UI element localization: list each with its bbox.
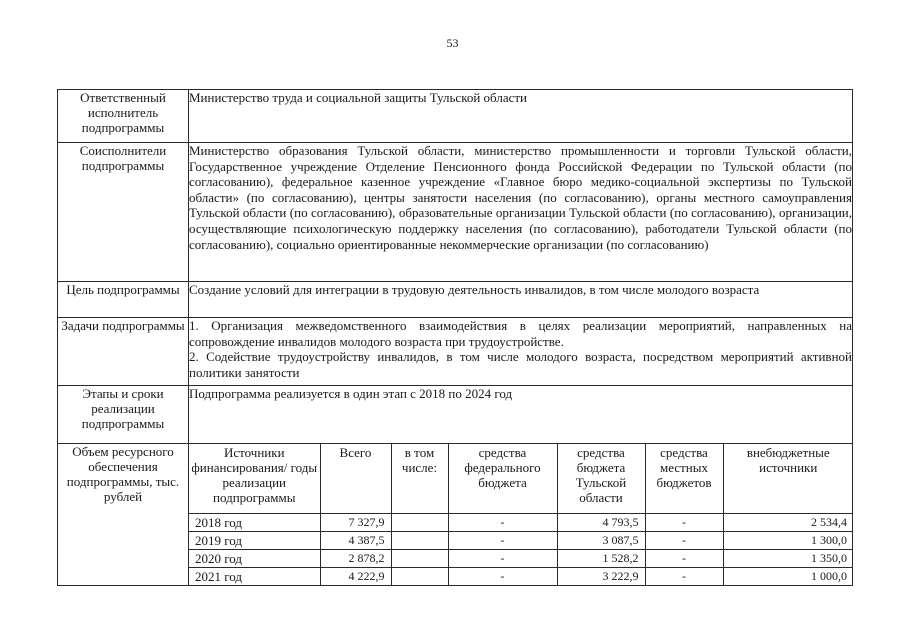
row-funding <box>58 444 853 586</box>
goal-label: Цель подпрограммы <box>58 282 189 318</box>
executor-content: Министерство труда и социальной защиты Тульской области <box>189 90 853 143</box>
federal-cell: - <box>448 513 557 531</box>
stages-label: Этапы и сроки реализации подпрограммы <box>58 386 189 444</box>
table-row <box>189 549 853 567</box>
extrabudget-cell: 1 000,0 <box>723 567 853 585</box>
stages-content: Подпрограмма реализуется в один этап с 2018 по 2024 год <box>189 386 853 444</box>
federal-cell: - <box>448 531 557 549</box>
extrabudget-cell: 1 350,0 <box>723 549 853 567</box>
empty-cell <box>391 567 448 585</box>
regional-cell: 4 793,5 <box>557 513 645 531</box>
row-goal <box>58 282 853 318</box>
regional-cell: 1 528,2 <box>557 549 645 567</box>
funding-cell <box>189 444 853 586</box>
task-item: 2. Содействие трудоустройству инвалидов, в том числе молодого возраста, посредством мероприятий активной политики занятости <box>189 349 852 380</box>
local-cell: - <box>645 513 723 531</box>
year-cell: 2021 год <box>189 567 320 585</box>
coexecutors-content: Министерство образования Тульской области, министерство промышленности и торговли Тульской области, Государственное учреждение Отделение Пенсионного фонда Российской Федерации по Тульской области (по согласованию), федеральное казенное учреждение «Главное бюро медико-социальной экспертизы по Тульской области» (по согласованию), центры занятости населения (по согласованию), органы местного самоуправления Тульской области (по согласованию), образовательные организации Тульской области (по согласованию), организации, осуществляющие психологическую поддержку населения (по согласованию), работодатели Тульской области (по согласованию), социально ориентированные некоммерческие организации (по согласованию) <box>189 143 853 282</box>
total-cell: 4 387,5 <box>320 531 391 549</box>
total-cell: 7 327,9 <box>320 513 391 531</box>
empty-cell <box>391 513 448 531</box>
empty-cell <box>391 549 448 567</box>
task-item: 1. Организация межведомственного взаимодействия в целях реализации мероприятий, направленных на сопровождение инвалидов молодого возраста при трудоустройстве. <box>189 318 852 349</box>
table-row <box>189 531 853 549</box>
header-including: в том числе: <box>391 444 448 513</box>
local-cell: - <box>645 567 723 585</box>
row-stages <box>58 386 853 444</box>
table-row <box>189 567 853 585</box>
header-source: Источники финансирования/ годы реализации подпрограммы <box>189 444 320 513</box>
federal-cell: - <box>448 549 557 567</box>
row-tasks <box>58 318 853 386</box>
total-cell: 4 222,9 <box>320 567 391 585</box>
table-row <box>189 513 853 531</box>
executor-label: Ответственный исполнитель подпрограммы <box>58 90 189 143</box>
regional-cell: 3 087,5 <box>557 531 645 549</box>
goal-content: Создание условий для интеграции в трудовую деятельность инвалидов, в том числе молодого возраста <box>189 282 853 318</box>
year-cell: 2019 год <box>189 531 320 549</box>
subprogram-passport-table <box>57 89 853 586</box>
empty-cell <box>391 531 448 549</box>
header-regional: средства бюджета Тульской области <box>557 444 645 513</box>
federal-cell: - <box>448 567 557 585</box>
tasks-label: Задачи подпрограммы <box>58 318 189 386</box>
header-local: средства местных бюджетов <box>645 444 723 513</box>
funding-table <box>189 444 853 585</box>
header-total: Всего <box>320 444 391 513</box>
extrabudget-cell: 1 300,0 <box>723 531 853 549</box>
local-cell: - <box>645 531 723 549</box>
local-cell: - <box>645 549 723 567</box>
row-coexecutors <box>58 143 853 282</box>
year-cell: 2018 год <box>189 513 320 531</box>
total-cell: 2 878,2 <box>320 549 391 567</box>
page-number: 53 <box>446 36 459 50</box>
tasks-content <box>189 318 853 386</box>
funding-label: Объем ресурсного обеспечения подпрограммы, тыс. рублей <box>58 444 189 586</box>
header-federal: средства федерального бюджета <box>448 444 557 513</box>
row-executor <box>58 90 853 143</box>
funding-header-row <box>189 444 853 513</box>
coexecutors-label: Соисполнители подпрограммы <box>58 143 189 282</box>
extrabudget-cell: 2 534,4 <box>723 513 853 531</box>
year-cell: 2020 год <box>189 549 320 567</box>
regional-cell: 3 222,9 <box>557 567 645 585</box>
header-extrabudget: внебюджетные источники <box>723 444 853 513</box>
